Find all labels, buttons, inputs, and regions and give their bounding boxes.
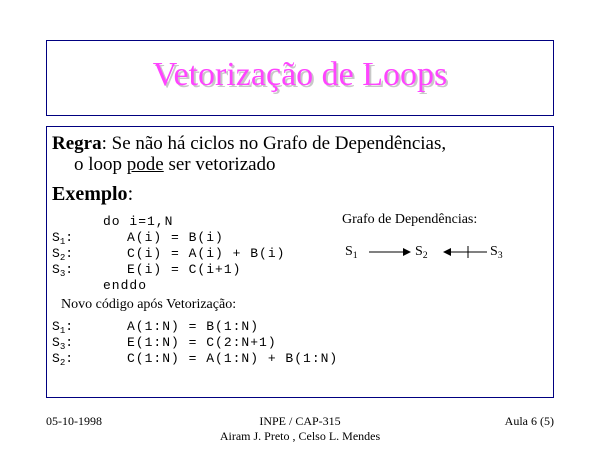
flow-dependence-arrow: [369, 245, 411, 259]
graph-node-s1: $S_1$: [345, 244, 358, 261]
vector-code: E(1:N) = C(2:N+1): [127, 335, 277, 350]
rule-line2-pre: o loop: [74, 154, 127, 175]
vector-label: $S_1$:: [52, 319, 74, 336]
vector-code: C(1:N) = A(1:N) + B(1:N): [127, 351, 339, 366]
statement-code: A(i) = B(i): [127, 230, 224, 245]
graph-title: Grafo de Dependências:: [342, 212, 478, 227]
slide-title: Vetorização de Loops: [152, 56, 448, 93]
graph-node-s3: $S_3$: [490, 244, 503, 261]
statement-label: $S_3$:: [52, 262, 74, 279]
footer-lecture: Aula 6 (5): [504, 414, 554, 428]
rule-line1: : Se não há ciclos no Grafo de Dependências,: [101, 133, 447, 154]
statement-label: $S_1$:: [52, 230, 74, 247]
example-heading: Exemplo:: [52, 183, 134, 205]
rule-line2-post: ser vetorizado: [163, 154, 276, 175]
content-box: [46, 126, 554, 398]
rule-underlined-word: pode: [126, 154, 164, 175]
rule-text: [52, 133, 446, 175]
vectorized-heading: Novo código após Vetorização:: [61, 297, 237, 312]
statement-label: $S_2$:: [52, 246, 74, 263]
statement-code: E(i) = C(i+1): [127, 262, 242, 277]
footer-date: 05-10-1998: [46, 414, 102, 428]
footer-authors: Airam J. Preto , Celso L. Mendes: [219, 429, 381, 443]
vector-label: $S_2$:: [52, 351, 74, 368]
vector-code: A(1:N) = B(1:N): [127, 319, 260, 334]
statement-code: C(i) = A(i) + B(i): [127, 246, 286, 261]
loop-start: do i=1,N: [103, 214, 174, 229]
footer-course: INPE / CAP-315: [259, 414, 341, 428]
rule-label: Regra: [52, 133, 102, 154]
vector-label: $S_3$:: [52, 335, 74, 352]
loop-end: enddo: [103, 278, 148, 293]
title-box: [46, 40, 554, 116]
anti-dependence-arrow: [443, 245, 487, 259]
graph-node-s2: $S_2$: [415, 244, 428, 261]
